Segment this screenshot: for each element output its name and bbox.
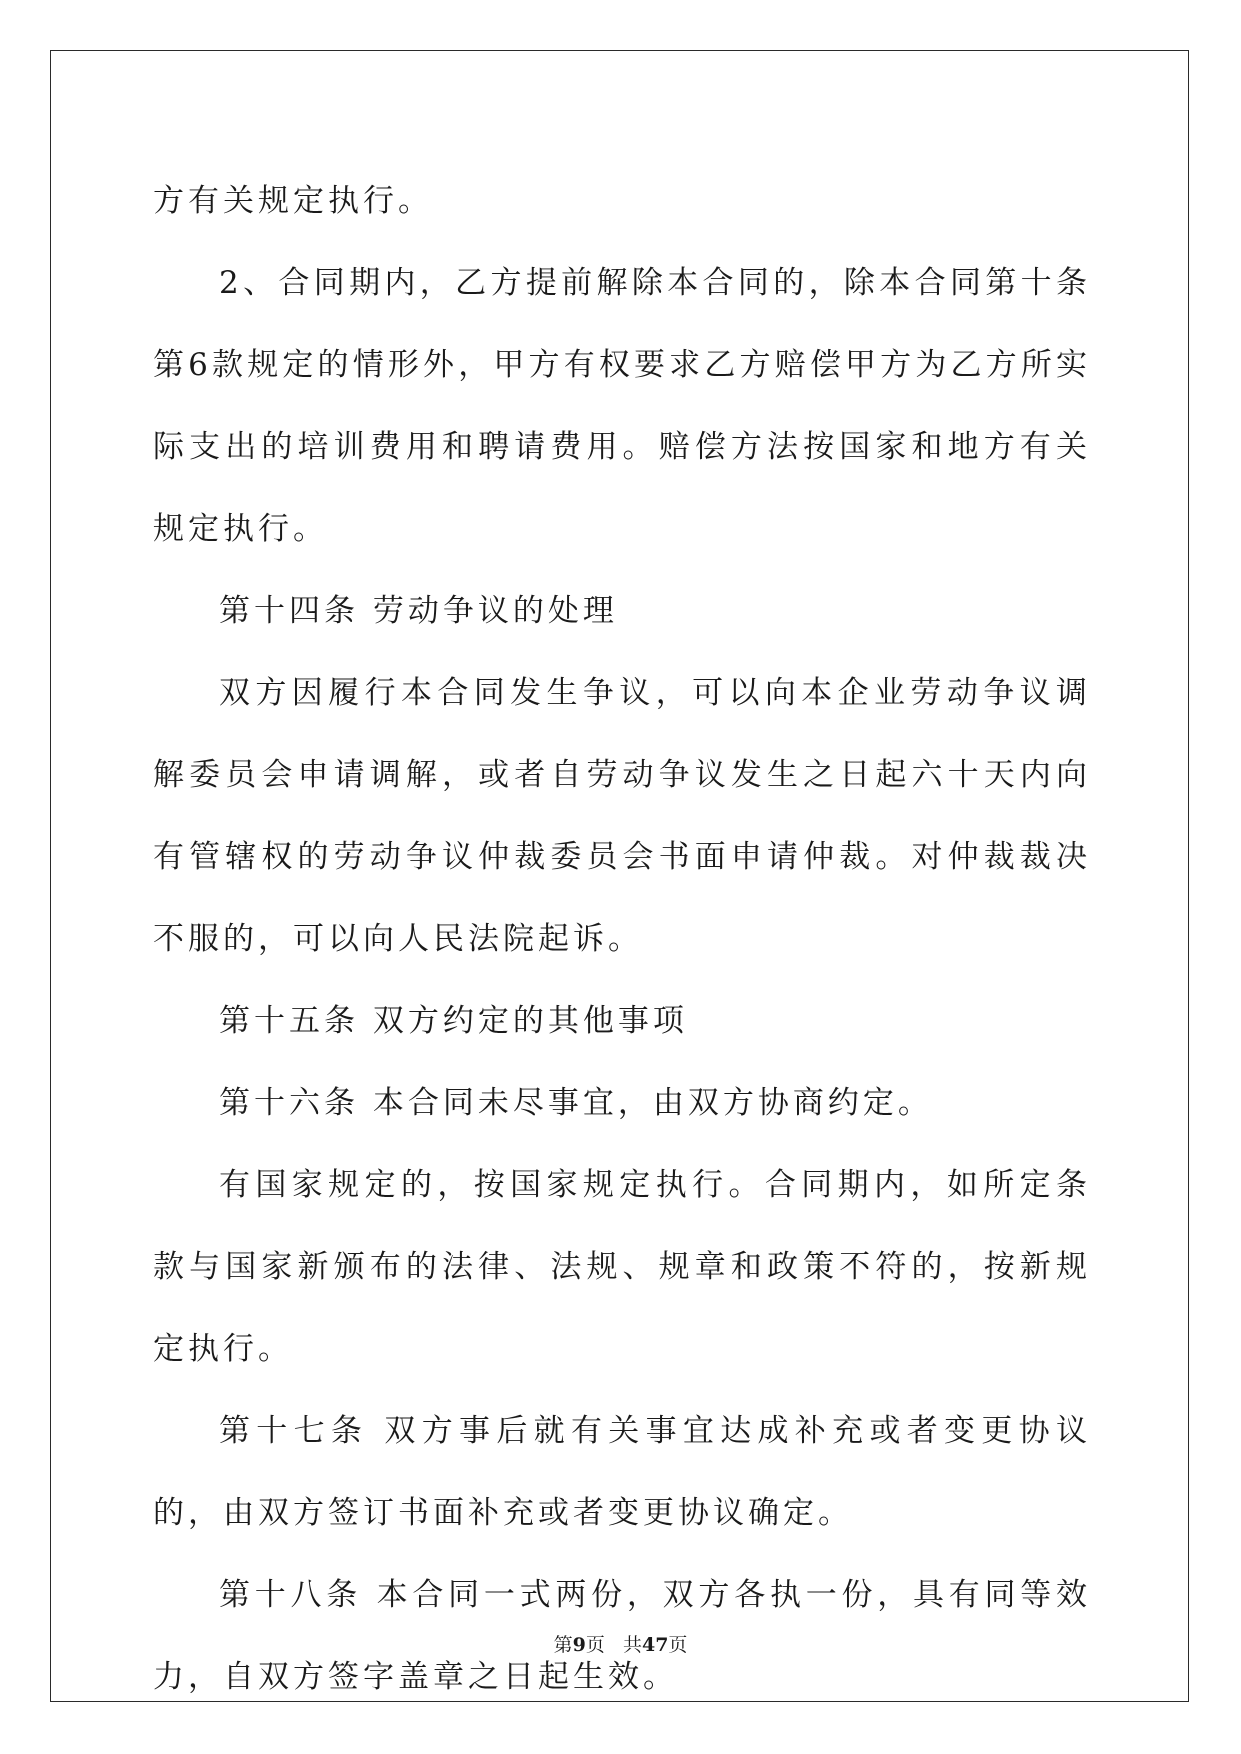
page-suffix: 页 [585,1634,605,1656]
paragraph-2: 2、合同期内，乙方提前解除本合同的，除本合同第十条第6款规定的情形外，甲方有权要求乙方赔偿甲方为乙方所实际支出的培训费用和聘请费用。赔偿方法按国家和地方有关规定执行。 [153,265,1091,547]
paragraph-1: 方有关规定执行。 [153,183,433,219]
page-footer [0,1633,1241,1657]
page-number: 9 [572,1634,586,1656]
document-body [153,160,1091,1718]
total-pages: 47 [641,1634,669,1656]
article-17: 第十七条 双方事后就有关事宜达成补充或者变更协议的，由双方签订书面补充或者变更协议确定。 [153,1413,1091,1531]
article-15-heading: 第十五条 双方约定的其他事项 [219,1003,688,1039]
article-14-heading: 第十四条 劳动争议的处理 [219,593,618,629]
page-prefix: 第 [553,1634,573,1656]
paragraph-4: 双方因履行本合同发生争议，可以向本企业劳动争议调解委员会申请调解，或者自劳动争议发生之日起六十天内向有管辖权的劳动争议仲裁委员会书面申请仲裁。对仲裁裁决不服的，可以向人民法院起诉。 [153,675,1091,957]
article-18: 第十八条 本合同一式两份，双方各执一份，具有同等效力，自双方签字盖章之日起生效。 [153,1577,1091,1695]
paragraph-7: 有国家规定的，按国家规定执行。合同期内，如所定条款与国家新颁布的法律、法规、规章和政策不符的，按新规定执行。 [153,1167,1091,1367]
article-16: 第十六条 本合同未尽事宜，由双方协商约定。 [219,1085,933,1121]
total-prefix: 共 [622,1634,642,1656]
total-suffix: 页 [668,1634,688,1656]
